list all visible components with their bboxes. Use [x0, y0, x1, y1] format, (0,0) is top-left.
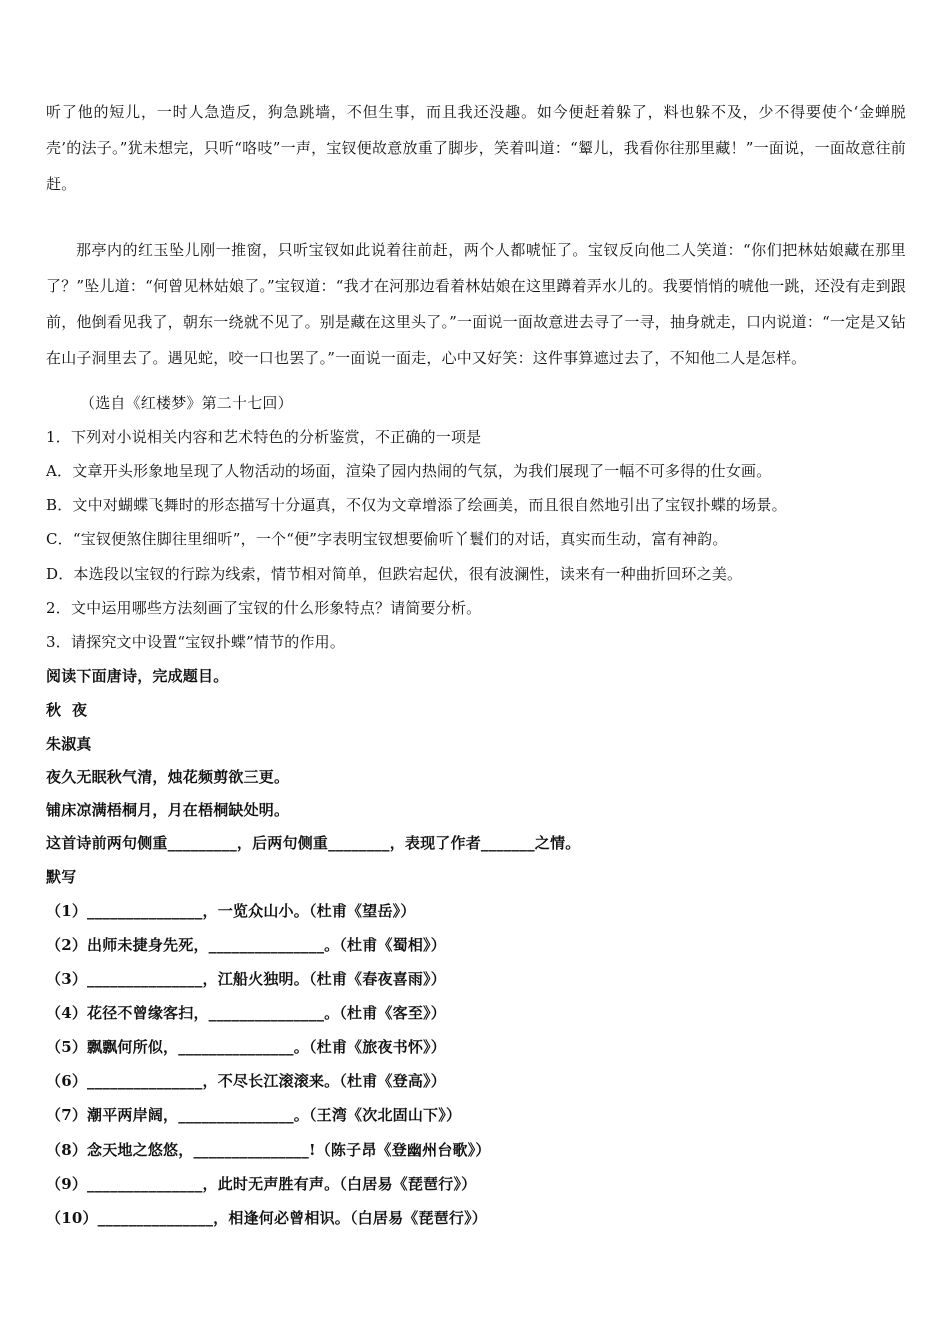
dictation-item: （5）飘飘何所似，_______________。（杜甫《旅夜书怀》）: [46, 1038, 446, 1056]
dictation-item: （2）出师未捷身先死，_______________。（杜甫《蜀相》）: [46, 936, 446, 954]
option-c: C．“宝钗便煞住脚往里细听”，一个“便”字表明宝钗想要偷听丫鬟们的对话，真实而生动，富有神韵。: [46, 530, 728, 548]
dictation-item: （8）念天地之悠悠，_______________!（陈子昂《登幽州台歌》）: [46, 1141, 491, 1159]
dictation-heading: 默写: [46, 868, 77, 886]
poem-title: 秋 夜: [46, 701, 88, 719]
dictation-item: （9）_______________，此时无声胜有声。（白居易《琵琶行》）: [46, 1175, 477, 1193]
question-3: 3．请探究文中设置“宝钗扑蝶”情节的作用。: [46, 633, 346, 651]
dictation-item: （1）_______________，一览众山小。（杜甫《望岳》）: [46, 902, 416, 920]
passage-source: （选自《红楼梦》第二十七回）: [80, 394, 293, 412]
poem-author: 朱淑真: [46, 735, 92, 753]
option-a: A．文章开头形象地呈现了人物活动的场面，渲染了园内热闹的气氛，为我们展现了一幅不可多得的仕女画。: [46, 462, 772, 480]
question-2: 2．文中运用哪些方法刻画了宝钗的什么形象特点？请简要分析。: [46, 599, 482, 617]
question-1: 1．下列对小说相关内容和艺术特色的分析鉴赏，不正确的一项是: [46, 428, 482, 446]
dictation-item: （4）花径不曾缘客扫，_______________。（杜甫《客至》）: [46, 1004, 446, 1022]
dictation-item: （10）_______________，相逢何必曾相识。（白居易《琵琶行》）: [46, 1209, 487, 1227]
poem-line-1: 夜久无眠秋气清，烛花频剪欲三更。: [46, 768, 290, 786]
poem-instruction: 阅读下面唐诗，完成题目。: [46, 667, 229, 685]
passage-paragraph-2: 那亭内的红玉坠儿刚一推窗，只听宝钗如此说着往前赶，两个人都唬怔了。宝钗反向他二人笑道：“你们把林姑娘藏在那里了？”坠儿道：“何曾见林姑娘了。”宝钗道：“我才在河那边看着林姑娘在这里蹲着弄水儿的。我要悄悄的唬他一跳，还没有走到跟前，他倒看见我了，朝东一绕就不见了。别是藏在这里头了。”一面说一面故意进去寻了一寻，抽身就走，口内说道：“一定是又钻在山子洞里去了。遇见蛇，咬一口也罢了。”一面说一面走，心中又好笑：这件事算遮过去了，不知他二人是怎样。: [46, 241, 906, 367]
option-b: B．文中对蝴蝶飞舞时的形态描写十分逼真，不仅为文章增添了绘画美，而且很自然地引出了宝钗扑蝶的场景。: [46, 496, 787, 514]
option-d: D．本选段以宝钗的行踪为线索，情节相对简单，但跌宕起伏，很有波澜性，读来有一种曲折回环之美。: [46, 565, 743, 583]
dictation-item: （3）_______________，江船火独明。（杜甫《春夜喜雨》）: [46, 970, 446, 988]
poem-line-2: 铺床凉满梧桐月，月在梧桐缺处明。: [46, 801, 290, 819]
dictation-item: （7）潮平两岸阔，_______________。（王湾《次北固山下》）: [46, 1106, 462, 1124]
passage-paragraph-1: 听了他的短儿，一时人急造反，狗急跳墙，不但生事，而且我还没趣。如今便赶着躲了，料也躲不及，少不得要使个‘金蝉脱壳’的法子。”犹未想完，只听“咯吱”一声，宝钗便故意放重了脚步，笑着叫道：“颦儿，我看你往那里藏！”一面说，一面故意往前赶。: [46, 103, 906, 193]
dictation-item: （6）_______________，不尽长江滚滚来。（杜甫《登高》）: [46, 1072, 446, 1090]
poem-question: 这首诗前两句侧重_________，后两句侧重________，表现了作者_______之情。: [46, 834, 581, 852]
